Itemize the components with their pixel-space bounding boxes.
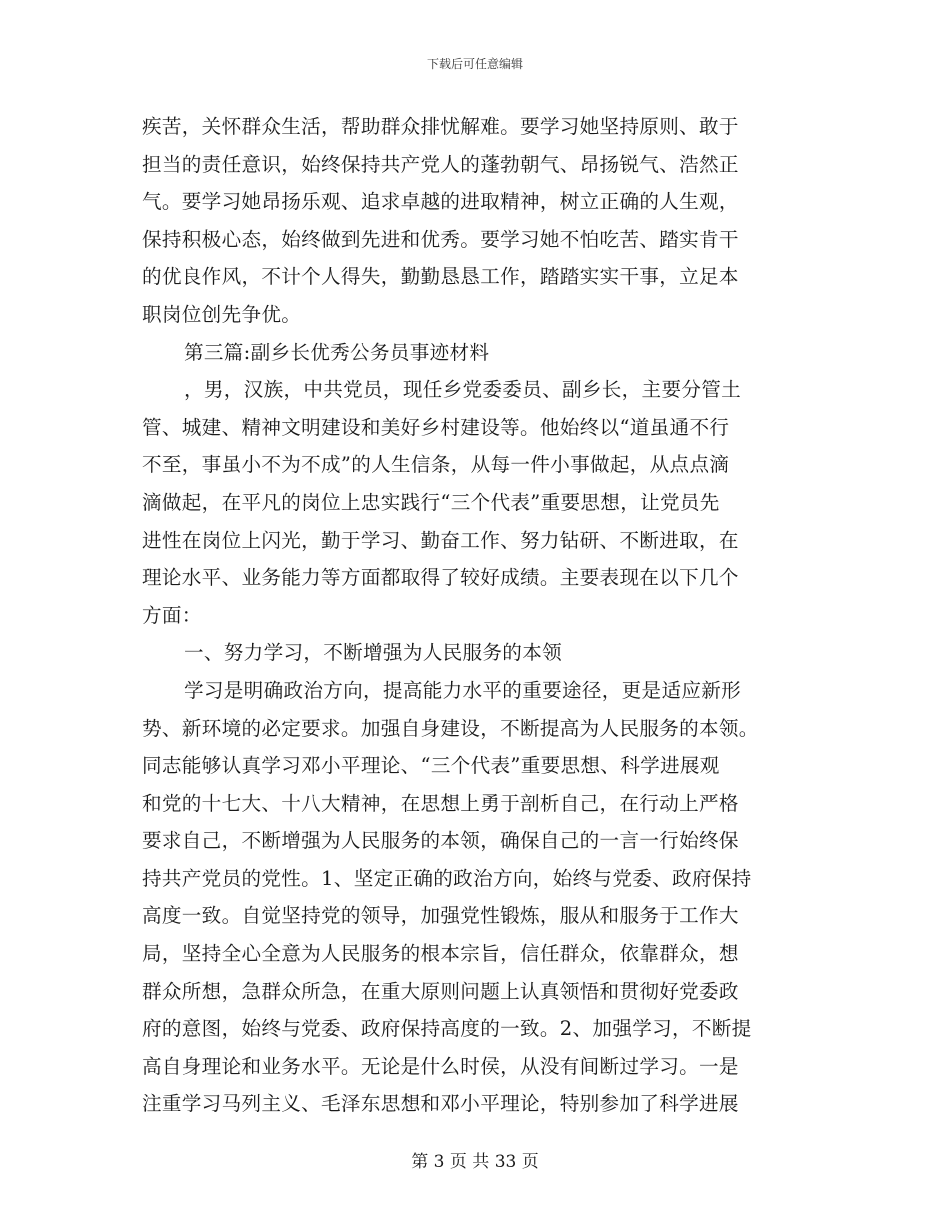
text-line: 保持积极心态，始终做到先进和优秀。要学习她不怕吃苦、踏实肯干 — [142, 227, 739, 251]
text-line: 高度一致。自觉坚持党的领导，加强党性锻炼，服从和服务于工作大 — [142, 904, 739, 928]
text-line: 府的意图，始终与党委、政府保持高度的一致。2、加强学习，不断提 — [142, 1017, 752, 1041]
text-line: 学习是明确政治方向，提高能力水平的重要途径，更是适应新形 — [184, 678, 742, 702]
text-line: ，男，汉族，中共党员，现任乡党委委员、副乡长，主要分管土 — [184, 378, 742, 402]
text-line: 理论水平、业务能力等方面都取得了较好成绩。主要表现在以下几个 — [142, 566, 739, 590]
text-line: 管、城建、精神文明建设和美好乡村建设等。他始终以“道虽通不行 — [142, 415, 730, 439]
text-line: 方面： — [142, 603, 202, 627]
text-line: 进性在岗位上闪光，勤于学习、勤奋工作、努力钻研、不断进取，在 — [142, 528, 739, 552]
text-line: 担当的责任意识，始终保持共产党人的蓬勃朝气、昂扬锐气、浩然正 — [142, 152, 739, 176]
page-footer: 第 3 页 共 33 页 — [411, 1152, 539, 1172]
text-line: 一、努力学习，不断增强为人民服务的本领 — [184, 641, 562, 665]
text-line: 高自身理论和业务水平。无论是什么时侯，从没有间断过学习。一是 — [142, 1054, 739, 1078]
text-line: 势、新环境的必定要求。加强自身建设，不断提高为人民服务的本领。 — [142, 716, 759, 740]
text-line: 同志能够认真学习邓小平理论、“三个代表”重要思想、科学进展观 — [142, 754, 720, 778]
text-line: 职岗位创先争优。 — [142, 302, 302, 326]
text-line: 第三篇:副乡长优秀公务员事迹材料 — [184, 340, 490, 364]
text-line: 注重学习马列主义、毛泽东思想和邓小平理论，特别参加了科学进展 — [142, 1092, 739, 1116]
text-line: 不至，事虽小不为不成”的人生信条，从每一件小事做起，从点点滴 — [142, 453, 730, 477]
body-text — [142, 108, 808, 1123]
text-line: 要求自己，不断增强为人民服务的本领，确保自己的一言一行始终保 — [142, 829, 739, 853]
text-line: 滴做起，在平凡的岗位上忠实践行“三个代表”重要思想，让党员先 — [142, 490, 720, 514]
text-line: 局，坚持全心全意为人民服务的根本宗旨，信任群众，依靠群众，想 — [142, 942, 739, 966]
text-line: 的优良作风，不计个人得失，勤勤恳恳工作，踏踏实实干事，立足本 — [142, 265, 739, 289]
header-note: 下载后可任意编辑 — [426, 57, 523, 71]
text-line: 持共产党员的党性。1、坚定正确的政治方向，始终与党委、政府保持 — [142, 866, 752, 890]
text-line: 和党的十七大、十八大精神，在思想上勇于剖析自己，在行动上严格 — [142, 791, 739, 815]
text-line: 气。要学习她昂扬乐观、追求卓越的进取精神，树立正确的人生观， — [142, 190, 739, 214]
text-line: 群众所想，急群众所急，在重大原则问题上认真领悟和贯彻好党委政 — [142, 979, 739, 1003]
text-line: 疾苦，关怀群众生活，帮助群众排忧解难。要学习她坚持原则、敢于 — [142, 115, 739, 138]
